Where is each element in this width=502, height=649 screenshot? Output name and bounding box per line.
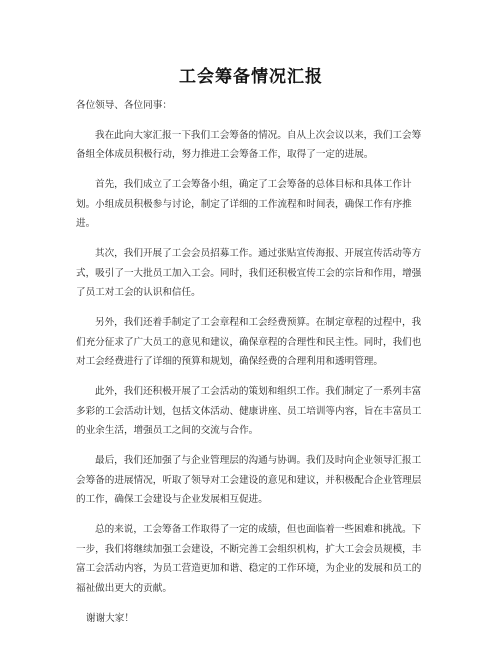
paragraph-furthermore: 此外，我们还积极开展了工会活动的策划和组织工作。我们制定了一系列丰富多彩的工会活动计划，包括文体活动、健康讲座、员工培训等内容，旨在丰富员工的业余生活，增强员工之间的交流与合作。 [76, 386, 422, 436]
paragraph-first: 首先，我们成立了工会筹备小组，确定了工会筹备的总体目标和具体工作计划。小组成员积极参与讨论，制定了详细的工作流程和时间表，确保工作有序推进。 [76, 179, 412, 229]
paragraph-finally: 最后，我们还加强了与企业管理层的沟通与协调。我们及时向企业领导汇报工会筹备的进展情况，听取了领导对工会建设的意见和建议，并积极配合企业管理层的工作，确保工会建设与企业发展相互促进。 [76, 455, 422, 505]
paragraph-summary: 总的来说，工会筹备工作取得了一定的成绩，但也面临着一些困难和挑战。下一步，我们将继续加强工会建设，不断完善工会组织机构，扩大工会会员规模，丰富工会活动内容，为员工营造更加和谐、稳定的工作环境，为企业的发展和员工的福祉做出更大的贡献。 [76, 524, 422, 594]
document-title: 工会筹备情况汇报 [179, 67, 323, 87]
document-body [76, 96, 428, 628]
salutation: 各位领导、各位同事： [76, 100, 172, 111]
paragraph-intro: 我在此向大家汇报一下我们工会筹备的情况。自从上次会议以来，我们工会筹备组全体成员积极行动，努力推进工会筹备工作，取得了一定的进展。 [76, 129, 422, 160]
paragraph-additionally: 另外，我们还着手制定了工会章程和工会经费预算。在制定章程的过程中，我们充分征求了广大员工的意见和建议，确保章程的合理性和民主性。同时，我们也对工会经费进行了详细的预算和规划，确保经费的合理利用和透明管理。 [76, 317, 422, 367]
paragraph-second: 其次，我们开展了工会会员招募工作。通过张贴宣传海报、开展宣传活动等方式，吸引了一大批员工加入工会。同时，我们还积极宣传工会的宗旨和作用，增强了员工对工会的认识和信任。 [76, 248, 422, 298]
closing: 谢谢大家！ [86, 612, 134, 624]
